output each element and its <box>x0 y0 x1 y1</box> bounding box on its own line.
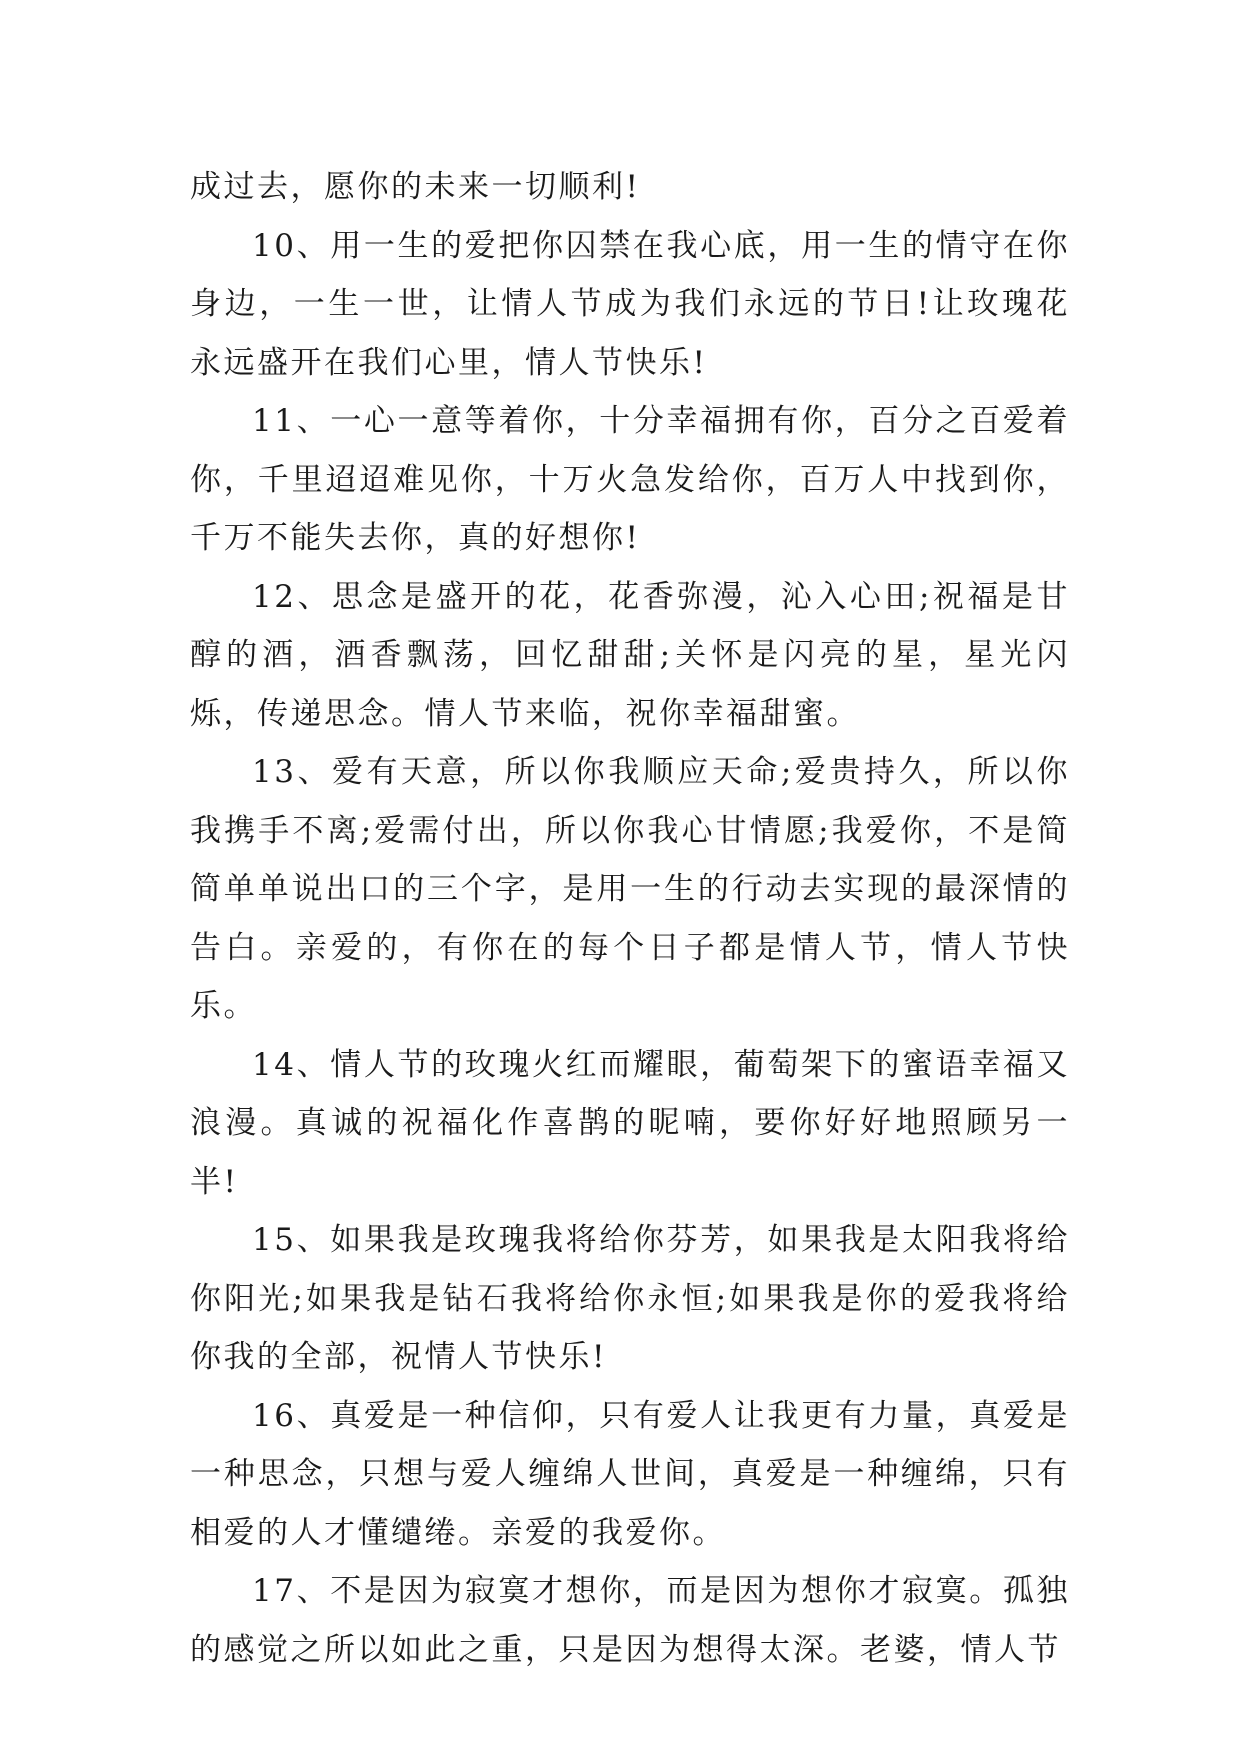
document-body <box>190 158 1070 1679</box>
paragraph-item-12: 12、思念是盛开的花，花香弥漫，沁入心田;祝福是甘醇的酒，酒香飘荡，回忆甜甜;关怀是闪亮的星，星光闪烁，传递思念。情人节来临，祝你幸福甜蜜。 <box>190 578 1070 732</box>
paragraph-item-10: 10、用一生的爱把你囚禁在我心底，用一生的情守在你身边，一生一世，让情人节成为我们永远的节日!让玫瑰花永远盛开在我们心里，情人节快乐! <box>190 227 1070 381</box>
paragraph-item-11: 11、一心一意等着你，十分幸福拥有你，百分之百爱着你，千里迢迢难见你，十万火急发给你，百万人中找到你，千万不能失去你，真的好想你! <box>190 403 1070 556</box>
paragraph-item-16: 16、真爱是一种信仰，只有爱人让我更有力量，真爱是一种思念，只想与爱人缠绵人世间，真爱是一种缠绵，只有相爱的人才懂缱绻。亲爱的我爱你。 <box>190 1397 1070 1551</box>
paragraph-item-13: 13、爱有天意，所以你我顺应天命;爱贵持久，所以你我携手不离;爱需付出，所以你我心甘情愿;我爱你，不是简简单单说出口的三个字，是用一生的行动去实现的最深情的告白。亲爱的，有你在的每个日子都是情人节，情人节快乐。 <box>190 754 1070 1024</box>
paragraph-item-17: 17、不是因为寂寞才想你，而是因为想你才寂寞。孤独的感觉之所以如此之重，只是因为想得太深。老婆，情人节 <box>190 1573 1070 1668</box>
paragraph-continuation: 成过去，愿你的未来一切顺利! <box>190 169 641 205</box>
paragraph-item-15: 15、如果我是玫瑰我将给你芬芳，如果我是太阳我将给你阳光;如果我是钻石我将给你永恒;如果我是你的爱我将给你我的全部，祝情人节快乐! <box>190 1222 1070 1375</box>
paragraph-item-14: 14、情人节的玫瑰火红而耀眼，葡萄架下的蜜语幸福又浪漫。真诚的祝福化作喜鹊的昵喃，要你好好地照顾另一半! <box>190 1046 1070 1200</box>
